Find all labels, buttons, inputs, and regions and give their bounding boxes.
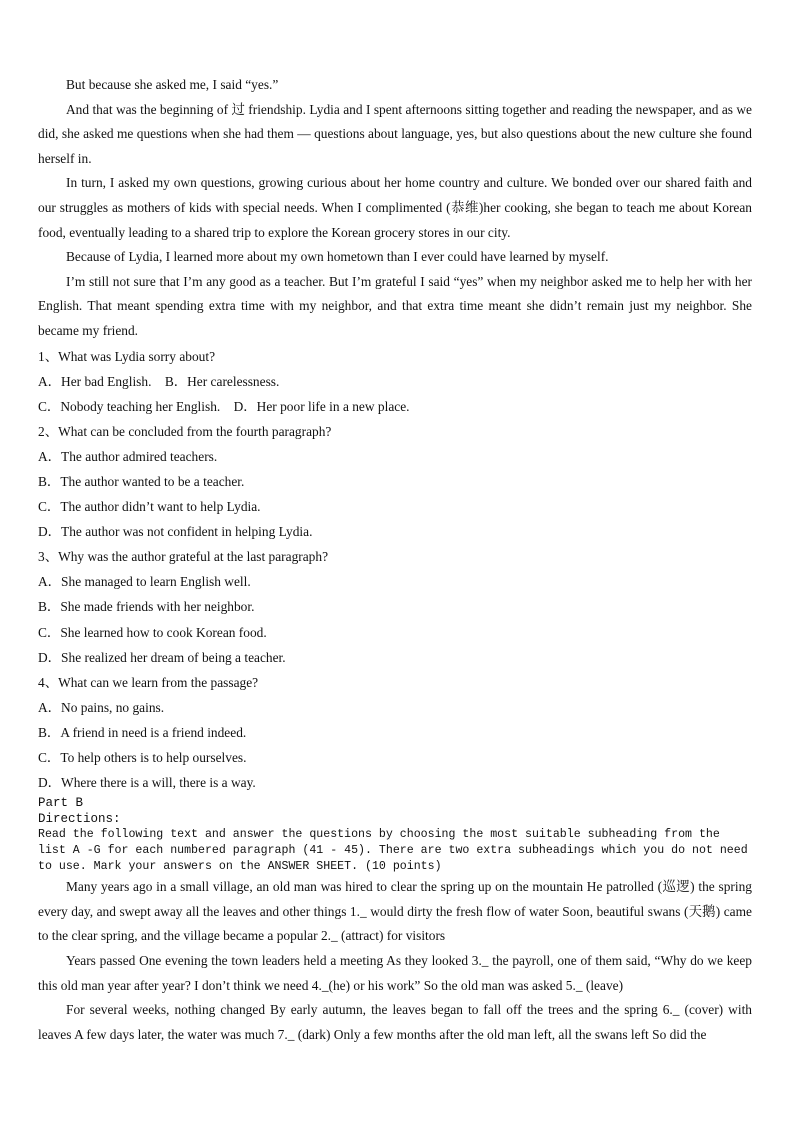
part-b-title: Part B bbox=[38, 796, 84, 811]
question-stem: 3、Why was the author grateful at the last paragraph? bbox=[38, 549, 329, 565]
answer-options: A．Her bad English. B．Her carelessness. bbox=[38, 373, 280, 389]
passage-paragraph: Because of Lydia, I learned more about my own hometown than I ever could have learned by myself. bbox=[66, 249, 609, 265]
answer-option: A．No pains, no gains. bbox=[38, 699, 165, 715]
passage-paragraph: I’m still not sure that I’m any good as a teacher. But I’m grateful I said “yes” when my neighbor asked me to help her with her English. That meant spending extra time with my neighbor, and that extra time meant she didn’t remain just my neighbor. She became my friend. bbox=[38, 273, 752, 338]
answer-option: A．The author admired teachers. bbox=[38, 448, 218, 464]
answer-option: D．The author was not confident in helping Lydia. bbox=[38, 524, 313, 540]
passage-paragraph: In turn, I asked my own questions, growing curious about her home country and culture. We bonded over our shared faith and our struggles as mothers of kids with special needs. When I complimented (恭维)her cooking, she began to teach me about Korean food, eventually leading to a shared trip to explore the Korean grocery stores in our city. bbox=[38, 175, 752, 240]
passage-paragraph: But because she asked me, I said “yes.” bbox=[66, 77, 279, 92]
passage-paragraph: For several weeks, nothing changed By early autumn, the leaves began to fall off the trees and the spring 6._ (cover) with leaves A few days later, the water was much 7._ (dark) Only a few months after the old man left, all the swans left So did the bbox=[38, 1002, 752, 1042]
answer-option: A．She managed to learn English well. bbox=[38, 574, 251, 590]
passage-paragraph: And that was the beginning of 过 friendship. Lydia and I spent afternoons sitting together and reading the newspaper, and as we did, she asked me questions when she had them — questions about language, yes, but also questions about the new culture she found herself in. bbox=[38, 101, 752, 166]
document-body bbox=[38, 73, 752, 1047]
question-stem: 1、What was Lydia sorry about? bbox=[38, 348, 216, 364]
answer-option: D．She realized her dream of being a teacher. bbox=[38, 649, 286, 665]
question-stem: 2、What can be concluded from the fourth paragraph? bbox=[38, 423, 332, 439]
answer-option: C．The author didn’t want to help Lydia. bbox=[38, 499, 261, 515]
directions-label: Directions: bbox=[38, 812, 121, 827]
answer-option: C．She learned how to cook Korean food. bbox=[38, 624, 267, 640]
question-list bbox=[38, 344, 752, 796]
answer-option: D．Where there is a will, there is a way. bbox=[38, 775, 256, 791]
passage-paragraph: Many years ago in a small village, an old man was hired to clear the spring up on the mountain He patrolled (巡逻) the spring every day, and swept away all the leaves and other things 1._ would dirty the fresh flow of water Soon, beautiful swans (天鹅) came to the clear spring, and the village became a popular 2._ (attract) for visitors bbox=[38, 879, 752, 944]
answer-option: C．To help others is to help ourselves. bbox=[38, 750, 247, 766]
answer-option: B．She made friends with her neighbor. bbox=[38, 599, 255, 615]
answer-options: C．Nobody teaching her English. D．Her poor life in a new place. bbox=[38, 398, 410, 414]
answer-option: B．The author wanted to be a teacher. bbox=[38, 474, 245, 489]
directions-text: Read the following text and answer the questions by choosing the most suitable subheading from the list A -G for each numbered paragraph (41 - 45). There are two extra subheadings which you do not need to use. Mark your answers on the ANSWER SHEET. (10 points) bbox=[38, 828, 748, 874]
question-stem: 4、What can we learn from the passage? bbox=[38, 674, 259, 690]
answer-option: B．A friend in need is a friend indeed. bbox=[38, 724, 247, 740]
passage-paragraph: Years passed One evening the town leaders held a meeting As they looked 3._ the payroll, one of them said, “Why do we keep this old man year after year? I don’t think we need 4._(he) or his work” So the old man was asked 5._ (leave) bbox=[38, 953, 752, 993]
